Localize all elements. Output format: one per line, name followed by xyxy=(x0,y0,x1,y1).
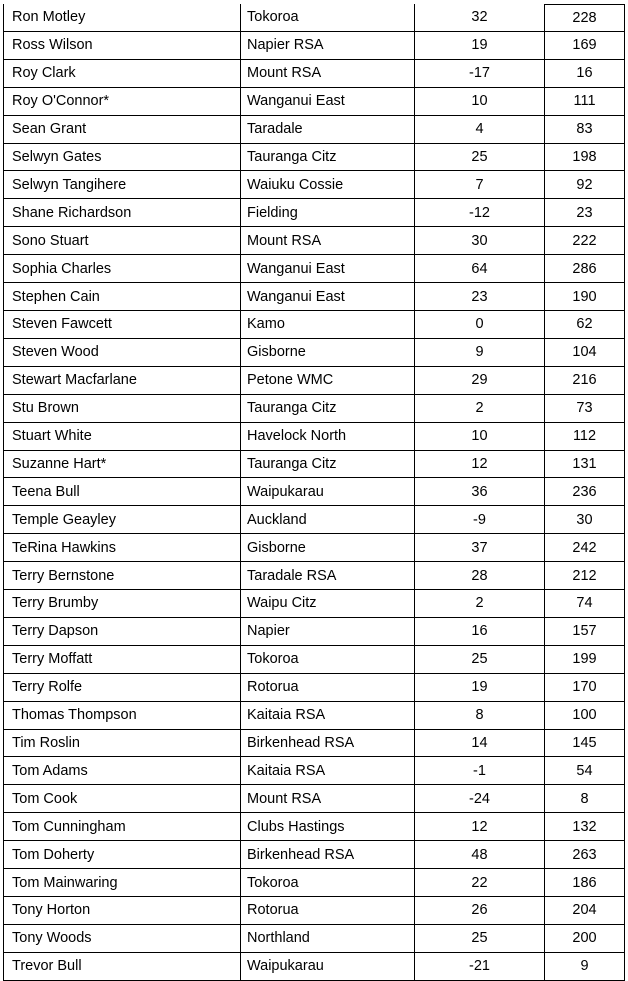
rank-cell: 170 xyxy=(544,674,625,701)
table-row xyxy=(3,116,625,144)
rank-cell: 74 xyxy=(544,590,625,617)
table-row xyxy=(3,813,625,841)
table-row xyxy=(3,646,625,674)
player-name-cell: Terry Brumby xyxy=(3,590,240,617)
rank-cell: 100 xyxy=(544,702,625,729)
table-row xyxy=(3,506,625,534)
score-cell: 19 xyxy=(414,674,544,701)
table-row xyxy=(3,88,625,116)
rank-cell: 73 xyxy=(544,395,625,422)
rank-cell: 228 xyxy=(544,4,625,31)
club-cell: Clubs Hastings xyxy=(240,813,414,840)
club-cell: Tauranga Citz xyxy=(240,395,414,422)
club-cell: Waipukarau xyxy=(240,478,414,505)
rank-cell: 92 xyxy=(544,171,625,198)
score-cell: 48 xyxy=(414,841,544,868)
player-name-cell: Sophia Charles xyxy=(3,255,240,282)
score-cell: 12 xyxy=(414,451,544,478)
player-name-cell: Stu Brown xyxy=(3,395,240,422)
table-row xyxy=(3,534,625,562)
player-name-cell: Tony Horton xyxy=(3,897,240,924)
score-cell: 2 xyxy=(414,395,544,422)
table-row xyxy=(3,311,625,339)
club-cell: Rotorua xyxy=(240,897,414,924)
club-cell: Tokoroa xyxy=(240,4,414,31)
score-cell: 16 xyxy=(414,618,544,645)
club-cell: Taradale xyxy=(240,116,414,143)
table-row xyxy=(3,144,625,172)
rank-cell: 157 xyxy=(544,618,625,645)
player-name-cell: Terry Dapson xyxy=(3,618,240,645)
club-cell: Tokoroa xyxy=(240,646,414,673)
club-cell: Auckland xyxy=(240,506,414,533)
club-cell: Birkenhead RSA xyxy=(240,841,414,868)
club-cell: Waipu Citz xyxy=(240,590,414,617)
rank-cell: 212 xyxy=(544,562,625,589)
rank-cell: 132 xyxy=(544,813,625,840)
table-row xyxy=(3,869,625,897)
player-name-cell: Tom Cook xyxy=(3,785,240,812)
rank-cell: 62 xyxy=(544,311,625,338)
rank-cell: 200 xyxy=(544,925,625,952)
score-cell: 64 xyxy=(414,255,544,282)
club-cell: Kaitaia RSA xyxy=(240,702,414,729)
club-cell: Wanganui East xyxy=(240,255,414,282)
score-cell: 10 xyxy=(414,423,544,450)
club-cell: Tokoroa xyxy=(240,869,414,896)
score-cell: 8 xyxy=(414,702,544,729)
table-row xyxy=(3,283,625,311)
player-name-cell: Suzanne Hart* xyxy=(3,451,240,478)
table-row xyxy=(3,618,625,646)
score-cell: 29 xyxy=(414,367,544,394)
rank-cell: 145 xyxy=(544,730,625,757)
score-cell: 37 xyxy=(414,534,544,561)
player-name-cell: Tom Adams xyxy=(3,757,240,784)
table-row xyxy=(3,423,625,451)
player-name-cell: Sono Stuart xyxy=(3,227,240,254)
table-row xyxy=(3,841,625,869)
rank-cell: 9 xyxy=(544,953,625,980)
player-name-cell: Terry Moffatt xyxy=(3,646,240,673)
rank-cell: 216 xyxy=(544,367,625,394)
score-cell: 22 xyxy=(414,869,544,896)
rank-cell: 286 xyxy=(544,255,625,282)
rank-cell: 54 xyxy=(544,757,625,784)
score-cell: 0 xyxy=(414,311,544,338)
player-name-cell: Shane Richardson xyxy=(3,199,240,226)
table-row xyxy=(3,199,625,227)
player-name-cell: Teena Bull xyxy=(3,478,240,505)
score-cell: 19 xyxy=(414,32,544,59)
score-cell: -12 xyxy=(414,199,544,226)
club-cell: Wanganui East xyxy=(240,88,414,115)
score-cell: 14 xyxy=(414,730,544,757)
rank-cell: 222 xyxy=(544,227,625,254)
table-row xyxy=(3,255,625,283)
table-row xyxy=(3,227,625,255)
club-cell: Mount RSA xyxy=(240,227,414,254)
score-cell: 12 xyxy=(414,813,544,840)
score-cell: 36 xyxy=(414,478,544,505)
club-cell: Mount RSA xyxy=(240,785,414,812)
score-cell: -21 xyxy=(414,953,544,980)
table-row xyxy=(3,562,625,590)
table-row xyxy=(3,339,625,367)
player-name-cell: Terry Bernstone xyxy=(3,562,240,589)
score-cell: -24 xyxy=(414,785,544,812)
club-cell: Rotorua xyxy=(240,674,414,701)
table-row xyxy=(3,757,625,785)
player-name-cell: Stephen Cain xyxy=(3,283,240,310)
club-cell: Northland xyxy=(240,925,414,952)
player-name-cell: Stuart White xyxy=(3,423,240,450)
club-cell: Napier xyxy=(240,618,414,645)
score-cell: 10 xyxy=(414,88,544,115)
player-name-cell: Stewart Macfarlane xyxy=(3,367,240,394)
player-name-cell: Tom Cunningham xyxy=(3,813,240,840)
club-cell: Waipukarau xyxy=(240,953,414,980)
rank-cell: 242 xyxy=(544,534,625,561)
player-name-cell: TeRina Hawkins xyxy=(3,534,240,561)
player-name-cell: Steven Wood xyxy=(3,339,240,366)
player-name-cell: Roy O'Connor* xyxy=(3,88,240,115)
rank-cell: 111 xyxy=(544,88,625,115)
score-cell: 23 xyxy=(414,283,544,310)
table-row xyxy=(3,451,625,479)
table-row xyxy=(3,171,625,199)
club-cell: Mount RSA xyxy=(240,60,414,87)
player-name-cell: Terry Rolfe xyxy=(3,674,240,701)
results-table xyxy=(3,4,625,981)
score-cell: 2 xyxy=(414,590,544,617)
score-cell: 7 xyxy=(414,171,544,198)
player-name-cell: Sean Grant xyxy=(3,116,240,143)
table-row xyxy=(3,367,625,395)
score-cell: 25 xyxy=(414,925,544,952)
club-cell: Waiuku Cossie xyxy=(240,171,414,198)
table-row xyxy=(3,32,625,60)
table-row xyxy=(3,4,625,32)
rank-cell: 199 xyxy=(544,646,625,673)
club-cell: Kaitaia RSA xyxy=(240,757,414,784)
player-name-cell: Tom Mainwaring xyxy=(3,869,240,896)
player-name-cell: Selwyn Tangihere xyxy=(3,171,240,198)
club-cell: Taradale RSA xyxy=(240,562,414,589)
player-name-cell: Tony Woods xyxy=(3,925,240,952)
club-cell: Wanganui East xyxy=(240,283,414,310)
rank-cell: 198 xyxy=(544,144,625,171)
table-row xyxy=(3,730,625,758)
club-cell: Birkenhead RSA xyxy=(240,730,414,757)
table-row xyxy=(3,674,625,702)
rank-cell: 104 xyxy=(544,339,625,366)
player-name-cell: Ron Motley xyxy=(3,4,240,31)
rank-cell: 8 xyxy=(544,785,625,812)
club-cell: Napier RSA xyxy=(240,32,414,59)
club-cell: Gisborne xyxy=(240,339,414,366)
table-row xyxy=(3,785,625,813)
score-cell: 4 xyxy=(414,116,544,143)
club-cell: Tauranga Citz xyxy=(240,144,414,171)
score-cell: 9 xyxy=(414,339,544,366)
table-row xyxy=(3,590,625,618)
club-cell: Kamo xyxy=(240,311,414,338)
player-name-cell: Tim Roslin xyxy=(3,730,240,757)
table-row xyxy=(3,702,625,730)
player-name-cell: Ross Wilson xyxy=(3,32,240,59)
rank-cell: 263 xyxy=(544,841,625,868)
player-name-cell: Tom Doherty xyxy=(3,841,240,868)
score-cell: -17 xyxy=(414,60,544,87)
score-cell: -1 xyxy=(414,757,544,784)
score-cell: 25 xyxy=(414,144,544,171)
rank-cell: 131 xyxy=(544,451,625,478)
table-row xyxy=(3,953,625,981)
club-cell: Tauranga Citz xyxy=(240,451,414,478)
score-cell: 28 xyxy=(414,562,544,589)
player-name-cell: Trevor Bull xyxy=(3,953,240,980)
player-name-cell: Selwyn Gates xyxy=(3,144,240,171)
rank-cell: 23 xyxy=(544,199,625,226)
rank-cell: 16 xyxy=(544,60,625,87)
table-row xyxy=(3,925,625,953)
player-name-cell: Thomas Thompson xyxy=(3,702,240,729)
club-cell: Havelock North xyxy=(240,423,414,450)
table-row xyxy=(3,395,625,423)
player-name-cell: Steven Fawcett xyxy=(3,311,240,338)
club-cell: Fielding xyxy=(240,199,414,226)
rank-cell: 83 xyxy=(544,116,625,143)
table-row xyxy=(3,897,625,925)
rank-cell: 236 xyxy=(544,478,625,505)
score-cell: 25 xyxy=(414,646,544,673)
score-cell: -9 xyxy=(414,506,544,533)
rank-cell: 204 xyxy=(544,897,625,924)
club-cell: Petone WMC xyxy=(240,367,414,394)
rank-cell: 169 xyxy=(544,32,625,59)
rank-cell: 112 xyxy=(544,423,625,450)
rank-cell: 186 xyxy=(544,869,625,896)
rank-cell: 30 xyxy=(544,506,625,533)
rank-cell: 190 xyxy=(544,283,625,310)
club-cell: Gisborne xyxy=(240,534,414,561)
score-cell: 32 xyxy=(414,4,544,31)
table-row xyxy=(3,60,625,88)
score-cell: 30 xyxy=(414,227,544,254)
table-row xyxy=(3,478,625,506)
player-name-cell: Roy Clark xyxy=(3,60,240,87)
score-cell: 26 xyxy=(414,897,544,924)
player-name-cell: Temple Geayley xyxy=(3,506,240,533)
